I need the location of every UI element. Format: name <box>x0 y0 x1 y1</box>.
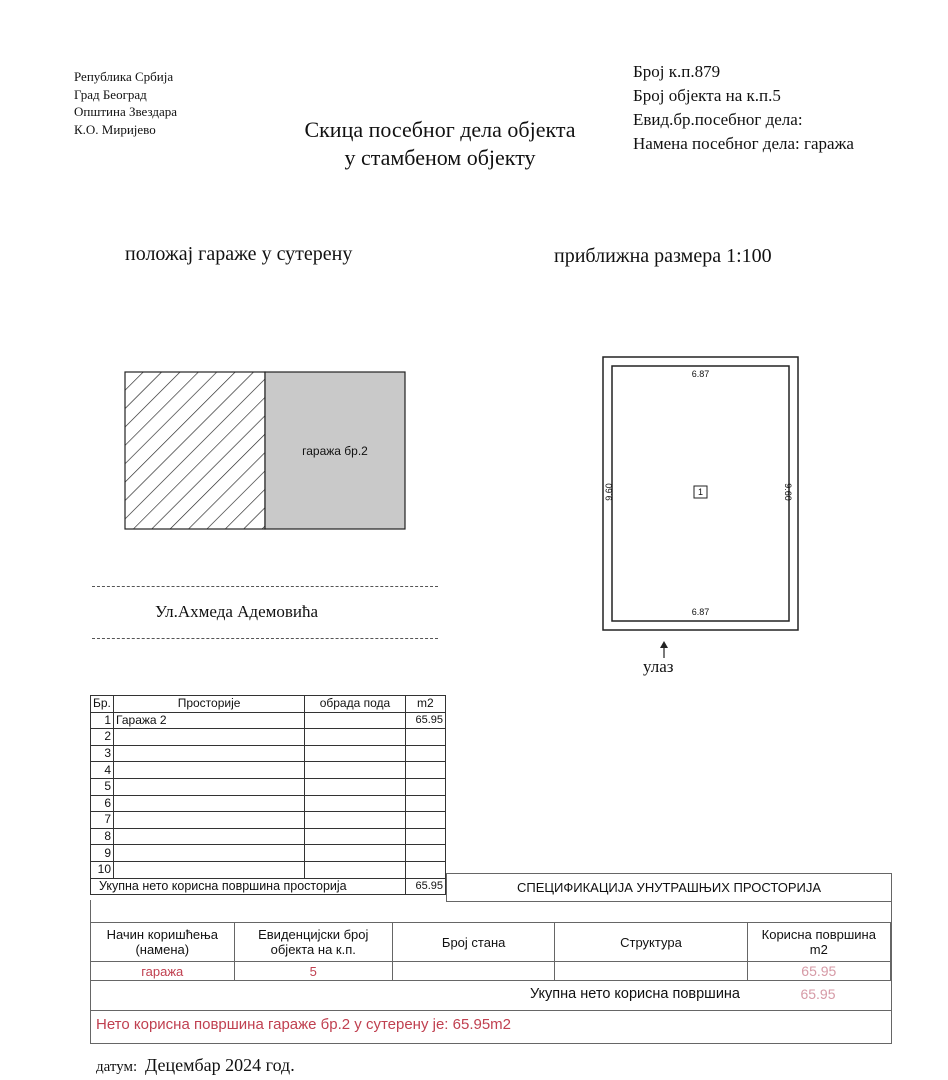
table-row: 9 <box>91 845 446 862</box>
header-no: Бр. <box>91 696 114 713</box>
dimension-width-top: 6.87 <box>691 369 710 379</box>
dimension-height-left: 9.60 <box>603 483 614 501</box>
admin-line-cadastral: К.О. Миријево <box>74 121 156 137</box>
header-area: m2 <box>405 696 445 713</box>
spec-total-label: Укупна нето корисна површина <box>529 986 740 1002</box>
table-row: 1 Гаража 2 65.95 <box>91 712 446 729</box>
spec-data-row <box>91 962 891 981</box>
info-purpose: Намена посебног дела: гаража <box>633 134 854 153</box>
admin-line-municipality: Општина Звездара <box>74 104 178 119</box>
table-row: 5 <box>91 778 446 795</box>
title-line-1: Скица посебног дела објекта <box>304 117 576 142</box>
spec-col-area: Корисна површина m2 <box>747 923 890 962</box>
table-row: 3 <box>91 745 446 762</box>
street-top-edge <box>92 586 438 587</box>
room-marker-number: 1 <box>697 487 703 497</box>
date-label: датум: <box>96 1059 138 1075</box>
entrance-arrow-icon <box>660 641 668 648</box>
rooms-total-value: 65.95 <box>405 878 445 895</box>
table-row: 6 <box>91 795 446 812</box>
spec-col-flat: Број стана <box>392 923 554 962</box>
spec-col-structure: Структура <box>555 923 747 962</box>
date-value: Децембар 2024 год. <box>144 1055 295 1075</box>
spec-title: СПЕЦИФИКАЦИЈА УНУТРАШЊИХ ПРОСТОРИЈА <box>446 873 892 902</box>
table-row: 7 <box>91 812 446 829</box>
dimension-height-right: 9.60 <box>782 483 793 501</box>
table-row: 10 <box>91 861 446 878</box>
garage-label: гаража бр.2 <box>302 444 368 458</box>
street-bottom-edge <box>92 638 438 639</box>
header-rooms: Просторије <box>114 696 305 713</box>
spec-total-value: 65.95 <box>800 986 836 1002</box>
hatched-area <box>125 372 265 529</box>
date-line <box>96 1055 295 1076</box>
spec-object-value: 5 <box>234 962 392 981</box>
title-line-2: у стамбеном објекту <box>344 145 536 170</box>
header-floor: обрада пода <box>305 696 406 713</box>
spec-note: Нето корисна површина гараже бр.2 у сутерену је: 65.95m2 <box>96 1016 512 1033</box>
spec-col-use: Начин коришћења (намена) <box>91 923 235 962</box>
street-name: Ул.Ахмеда Адемовића <box>155 602 319 621</box>
spec-table <box>90 922 891 981</box>
spec-divider <box>90 1010 891 1011</box>
entrance-label: улаз <box>643 657 674 676</box>
rooms-total-label: Укупна нето корисна површина просторија <box>91 878 406 895</box>
spec-header-row <box>91 923 891 962</box>
spec-col-object: Евиденцијски број објекта на к.п. <box>234 923 392 962</box>
position-subtitle: положај гараже у сутерену <box>125 243 353 265</box>
info-object: Број објекта на к.п.5 <box>633 86 781 105</box>
spec-use-value: гаража <box>91 962 235 981</box>
rooms-header-row <box>91 696 446 713</box>
info-parcel: Број к.п.879 <box>633 62 721 81</box>
table-row: 8 <box>91 828 446 845</box>
rooms-total-row <box>91 878 446 895</box>
dimension-width-bottom: 6.87 <box>691 607 710 617</box>
scale-subtitle: приближна размера 1:100 <box>554 245 772 267</box>
admin-line-city: Град Београд <box>74 86 147 102</box>
info-evid: Евид.бр.посебног дела: <box>633 110 803 129</box>
table-row: 2 <box>91 729 446 746</box>
spec-area-value: 65.95 <box>747 962 890 981</box>
admin-line-republic: Република Србија <box>74 69 174 84</box>
table-row: 4 <box>91 762 446 779</box>
rooms-table <box>90 695 446 895</box>
